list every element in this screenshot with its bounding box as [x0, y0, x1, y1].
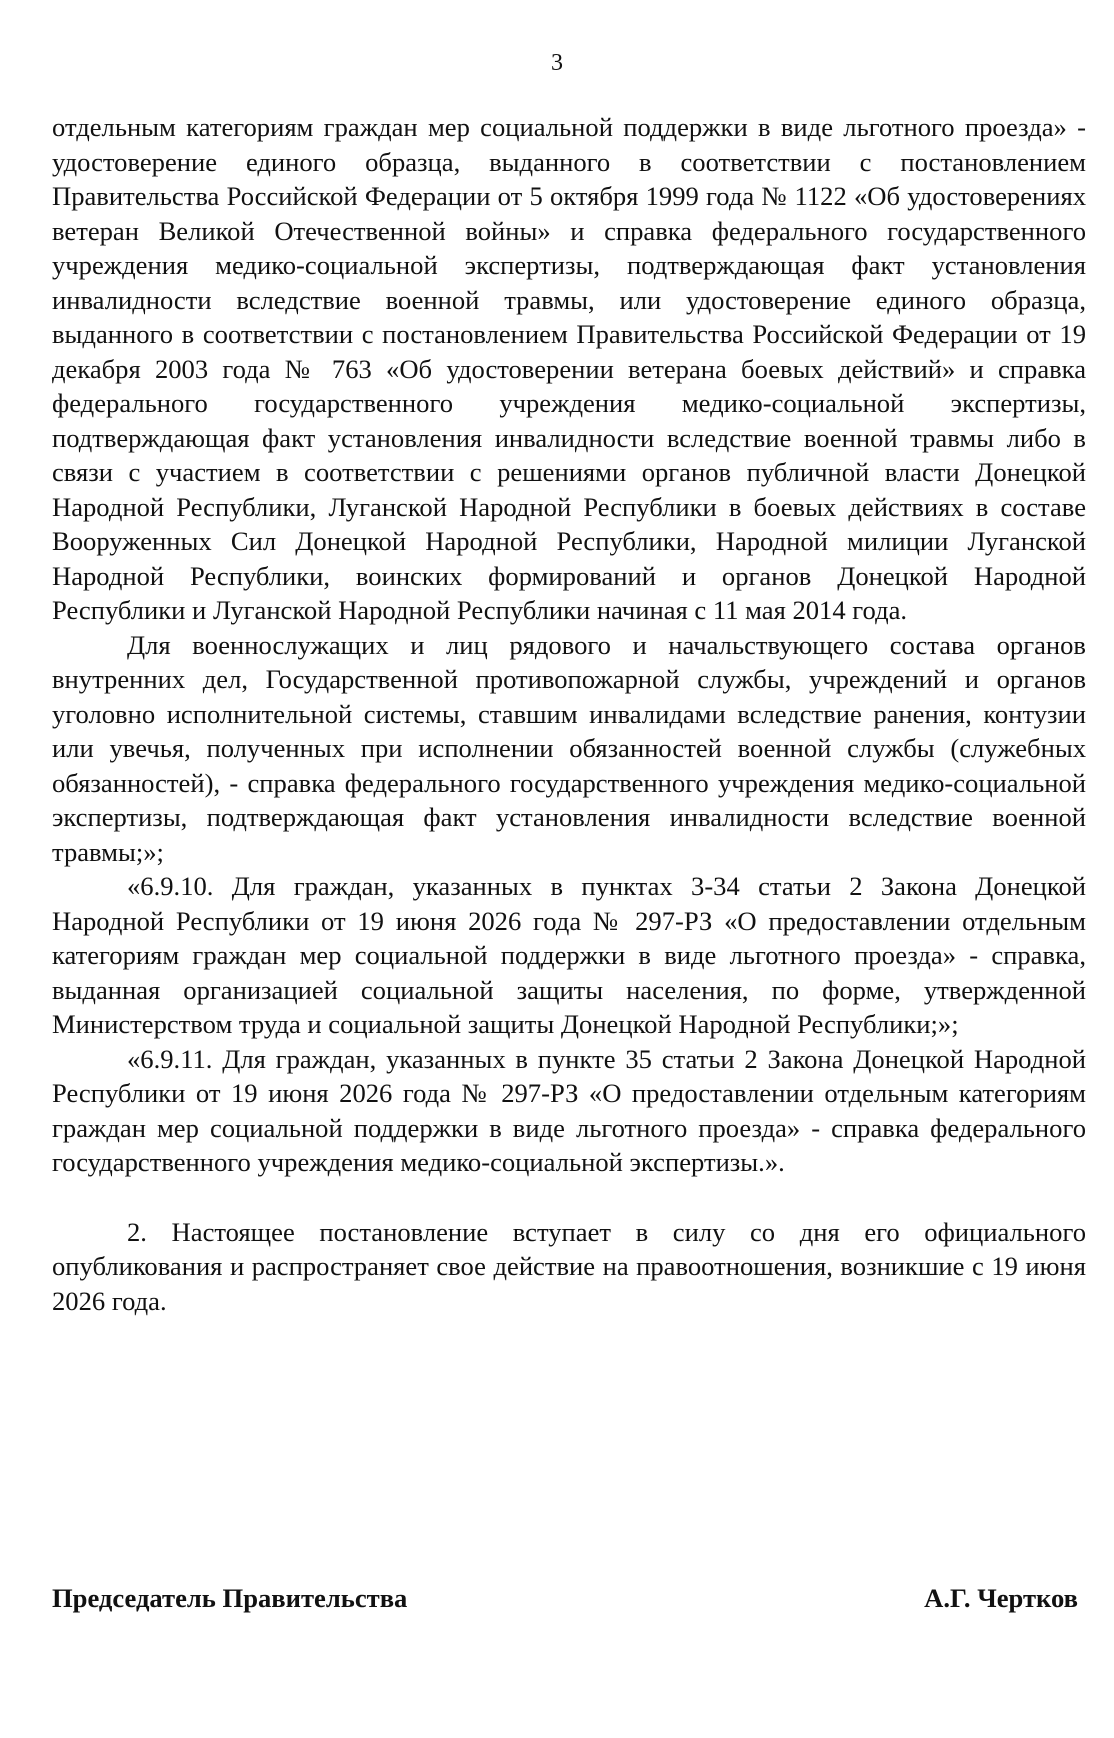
- paragraph-gap: [52, 1180, 1086, 1215]
- page-number: 3: [551, 50, 563, 76]
- signatory-name: А.Г. Чертков: [924, 1583, 1078, 1613]
- paragraph-military-personnel: Для военнослужащих и лиц рядового и начальствующего состава органов внутренних дел, Государственной противопожарной службы, учреждений и органов уголовно исполнительной системы, ставшим инвалидами вследствие ранения, контузии или увечья, полученных при исполнении обязанностей военной службы (служебных обязанностей), - справка федерального государственного учреждения медико-социальной экспертизы, подтверждающая факт установления инвалидности вследствие военной травмы;»;: [52, 629, 1086, 867]
- paragraph-6-9-11: «6.9.11. Для граждан, указанных в пункте 35 статьи 2 Закона Донецкой Народной Республики от 19 июня 2026 года № 297-РЗ «О предоставлении отдельным категориям граждан мер социальной поддержки в виде льготного проезда» - справка федерального государственного учреждения медико-социальной экспертизы.».: [52, 1043, 1086, 1177]
- paragraph-item-2: 2. Настоящее постановление вступает в силу со дня его официального опубликования и распространяет свое действие на правоотношения, возникшие с 19 июня 2026 года.: [52, 1216, 1086, 1316]
- signatory-position: Председатель Правительства: [52, 1583, 408, 1613]
- document-body: [52, 110, 1086, 1318]
- paragraph-6-9-10: «6.9.10. Для граждан, указанных в пунктах 3-34 статьи 2 Закона Донецкой Народной Республики от 19 июня 2026 года № 297-РЗ «О предоставлении отдельным категориям граждан мер социальной поддержки в виде льготного проезда» - справка, выданная организацией социальной защиты населения, по форме, утвержденной Министерством труда и социальной защиты Донецкой Народной Республики;»;: [52, 871, 1086, 1039]
- paragraph-continuation: отдельным категориям граждан мер социальной поддержки в виде льготного проезда» - удостоверение единого образца, выданного в соответствии с постановлением Правительства Российской Федерации от 5 октября 1999 года № 1122 «Об удостоверениях ветеран Великой Отечественной войны» и справка федерального государственного учреждения медико-социальной экспертизы, подтверждающая факт установления инвалидности вследствие военной травмы, или удостоверение единого образца, выданного в соответствии с постановлением Правительства Российской Федерации от 19 декабря 2003 года № 763 «Об удостоверении ветерана боевых действий» и справка федерального государственного учреждения медико-социальной экспертизы, подтверждающая факт установления инвалидности вследствие военной травмы либо в связи с участием в соответствии с решениями органов публичной власти Донецкой Народной Республики, Луганской Народной Республики в боевых действиях в составе Вооруженных Сил Донецкой Народной Республики, Народной милиции Луганской Народной Республики, воинских формирований и органов Донецкой Народной Республики и Луганской Народной Республики начиная с 11 мая 2014 года.: [52, 112, 1086, 625]
- signature-block: [52, 1581, 1078, 1615]
